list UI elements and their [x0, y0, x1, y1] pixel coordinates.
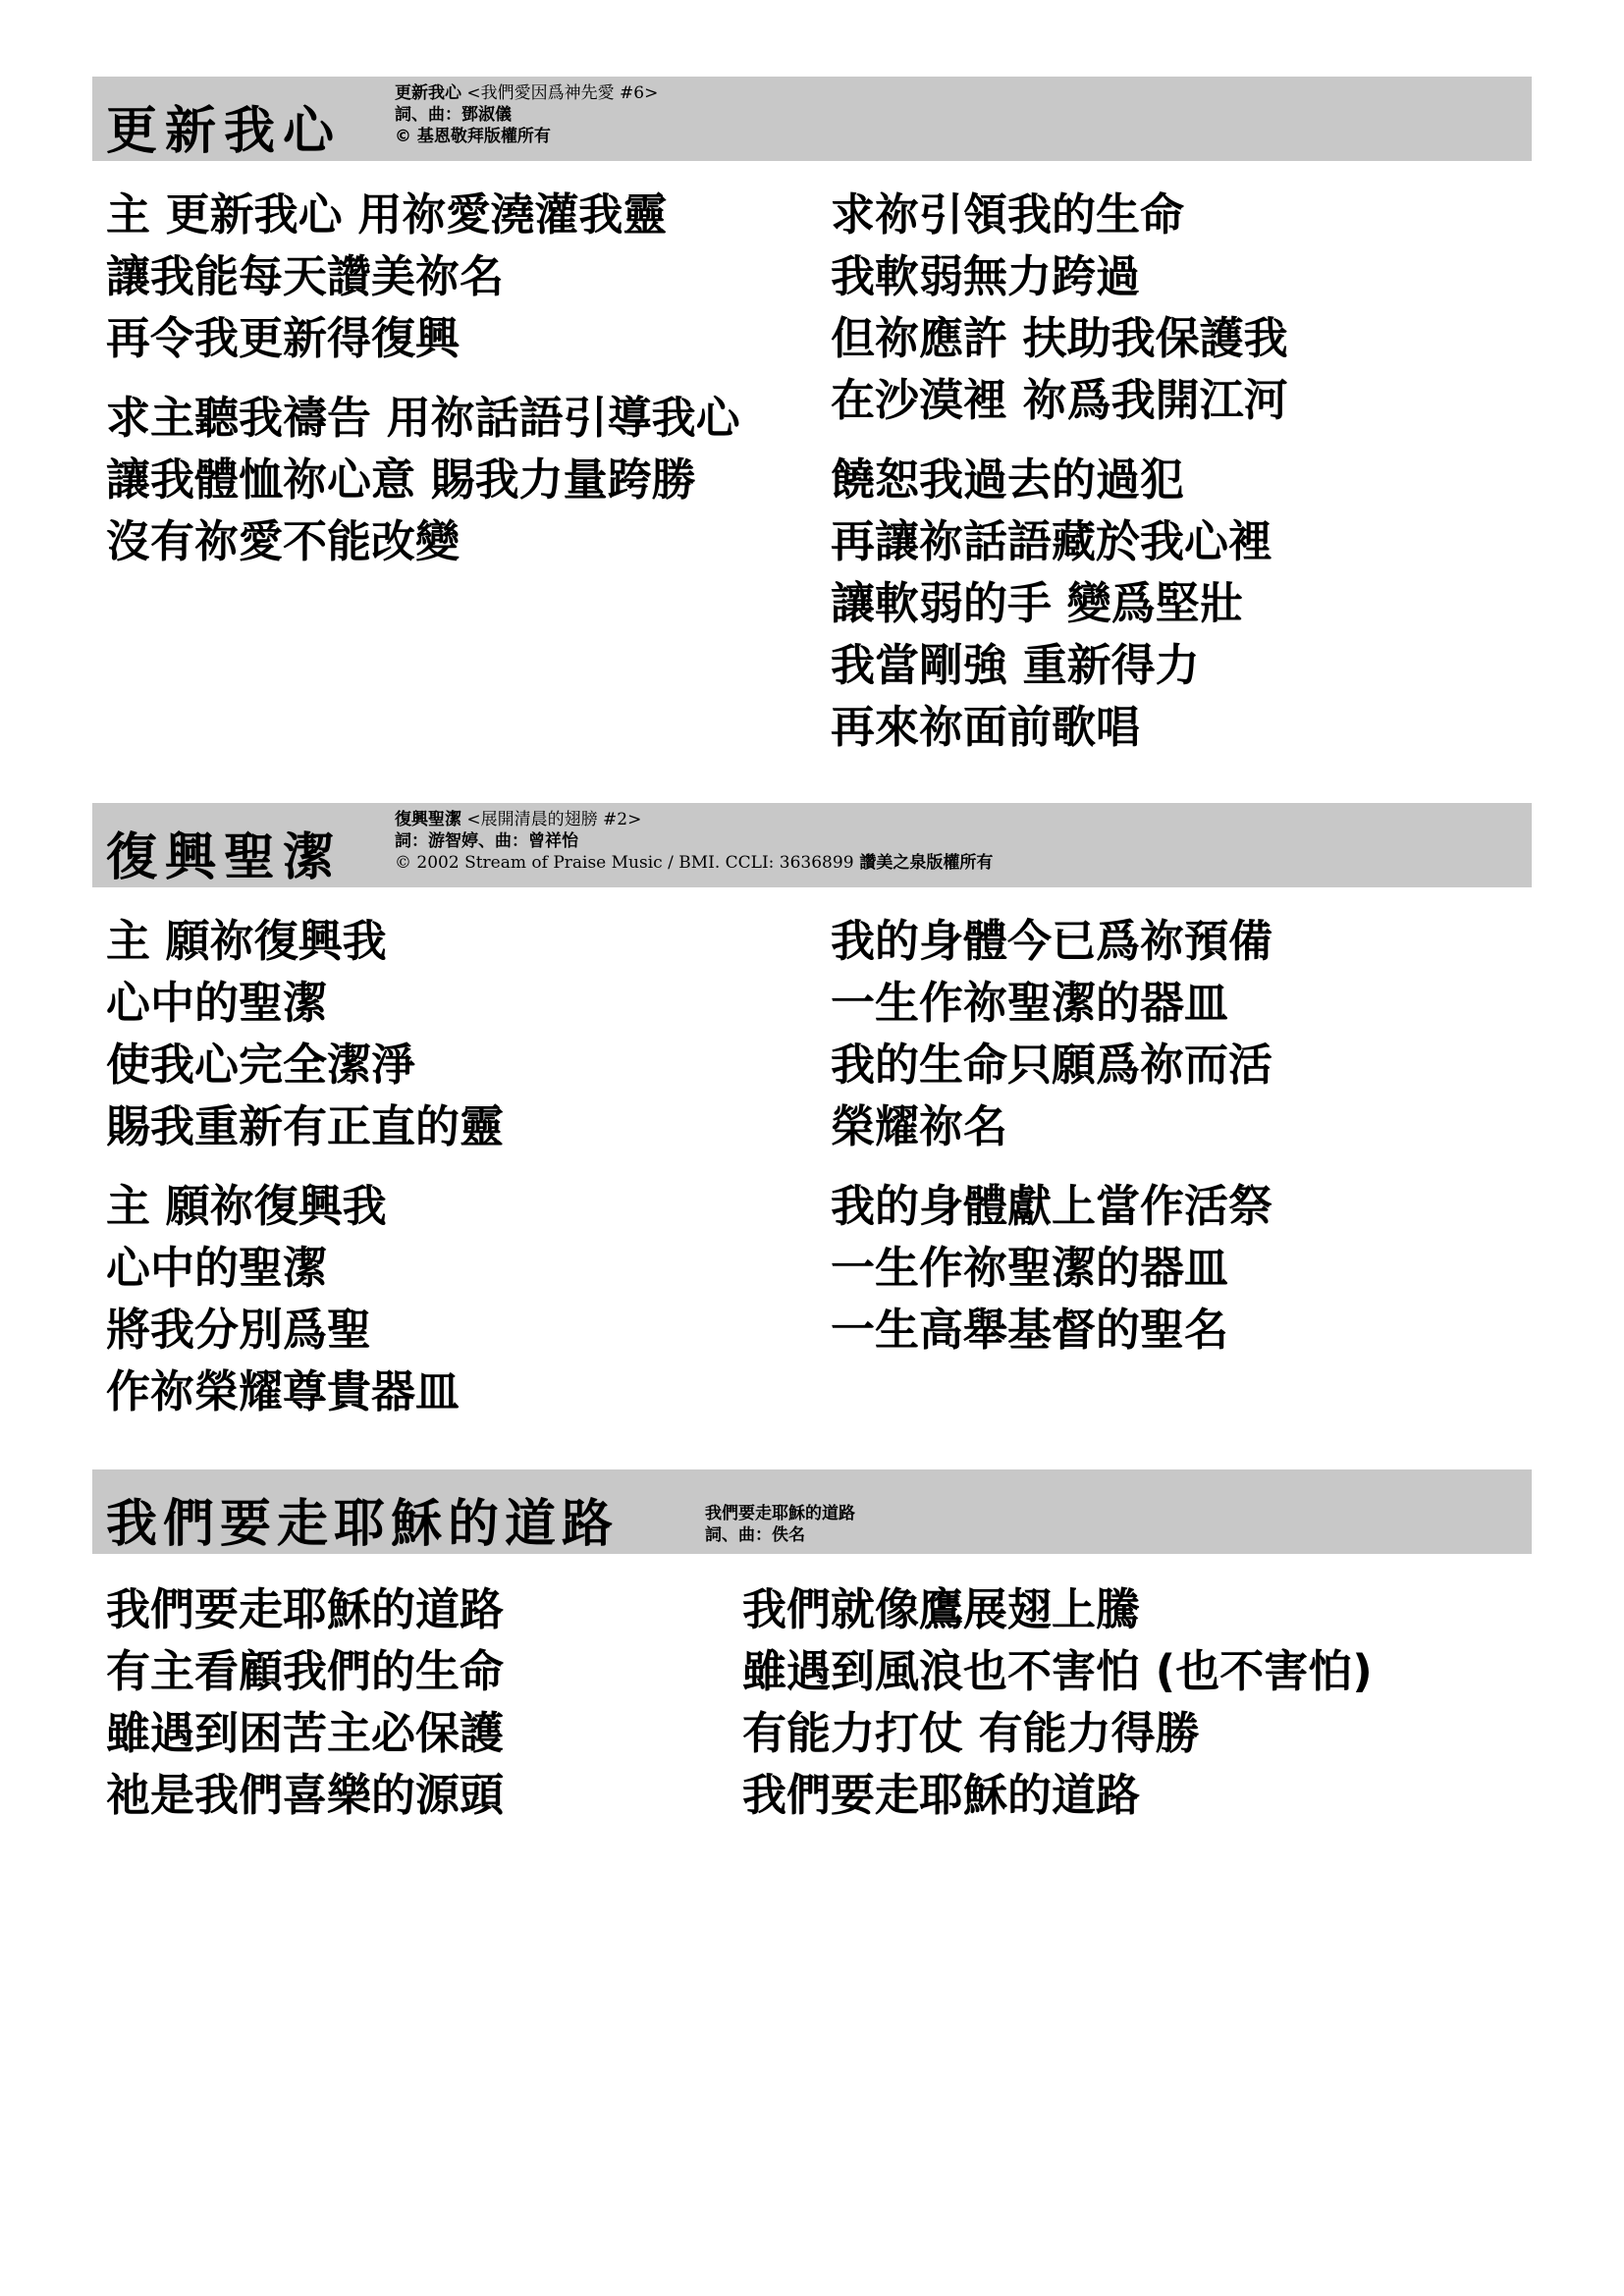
lyric-line: 我當剛強 重新得力 [831, 639, 1200, 691]
meta-publisher: 讚美之泉版權所有 [853, 853, 994, 873]
lyric-line: 饒恕我過去的過犯 [831, 454, 1185, 506]
lyric-line: 沒有祢愛不能改變 [106, 515, 460, 567]
stanza [106, 184, 740, 369]
lyric-line: 我們要走耶穌的道路 [106, 1583, 505, 1635]
lyric-line: 我們就像鷹展翅上騰 [742, 1583, 1141, 1635]
song-meta [395, 82, 658, 147]
stanza [106, 910, 504, 1157]
stanza [831, 910, 1272, 1157]
stanza [831, 449, 1288, 758]
song-title: 我們要走耶穌的道路 [106, 1495, 620, 1554]
lyric-line: 我的生命只願爲祢而活 [831, 1039, 1273, 1091]
lyric-line: 一生高舉基督的聖名 [831, 1304, 1229, 1356]
lyric-line: 心中的聖潔 [106, 977, 328, 1029]
lyric-line: 有主看顧我們的生命 [106, 1645, 505, 1697]
lyrics-right-column [742, 1578, 1373, 1843]
song-meta [705, 1503, 855, 1546]
meta-album-title: 更新我心 [395, 83, 461, 103]
song-header [92, 803, 1532, 887]
lyric-line: 一生作祢聖潔的器皿 [831, 977, 1229, 1029]
lyric-line: 使我心完全潔淨 [106, 1039, 416, 1091]
meta-album: <我們愛因爲神先愛 #6> [461, 83, 659, 103]
lyrics-right-column [831, 184, 1288, 775]
lyric-line: 祂是我們喜樂的源頭 [106, 1769, 505, 1821]
stanza [106, 1578, 504, 1826]
stanza [742, 1578, 1373, 1826]
lyrics-left-column [106, 184, 740, 590]
meta-album: <展開清晨的翅膀 #2> [461, 810, 642, 829]
lyric-line: 再讓祢話語藏於我心裡 [831, 515, 1273, 567]
lyric-line: 讓我體恤祢心意 賜我力量跨勝 [106, 454, 696, 506]
lyric-line: 作祢榮耀尊貴器皿 [106, 1365, 460, 1417]
stanza [831, 1175, 1272, 1361]
lyric-line: 讓軟弱的手 變爲堅壯 [831, 577, 1244, 629]
lyric-line: 雖遇到風浪也不害怕 (也不害怕) [742, 1645, 1373, 1697]
meta-album-title: 我們要走耶穌的道路 [705, 1504, 855, 1523]
meta-credits: 詞、曲：佚名 [705, 1525, 805, 1545]
lyrics-left-column [106, 910, 504, 1440]
lyric-line: 再令我更新得復興 [106, 312, 460, 364]
meta-album-title: 復興聖潔 [395, 810, 461, 829]
song-title: 更新我心 [106, 102, 343, 161]
song-header [92, 77, 1532, 161]
meta-credits: 詞：游智婷、曲：曾祥怡 [395, 831, 578, 851]
lyrics-left-column [106, 1578, 504, 1843]
lyric-line: 主 願祢復興我 [106, 1180, 387, 1232]
lyric-line: 求祢引領我的生命 [831, 188, 1185, 240]
lyric-line: 求主聽我禱告 用祢話語引導我心 [106, 392, 740, 444]
lyric-line: 在沙漠裡 祢爲我開江河 [831, 374, 1288, 426]
meta-credits: 詞、曲：鄧淑儀 [395, 105, 512, 125]
lyric-line: 榮耀祢名 [831, 1100, 1008, 1152]
lyric-line: 心中的聖潔 [106, 1242, 328, 1294]
meta-copyright: © 2002 Stream of Praise Music / BMI. CCLI: 3636899 [395, 853, 854, 873]
lyric-line: 我軟弱無力跨過 [831, 250, 1141, 302]
stanza [831, 184, 1288, 431]
lyric-line: 有能力打仗 有能力得勝 [742, 1707, 1200, 1759]
lyric-line: 主 更新我心 用祢愛澆灌我靈 [106, 188, 668, 240]
lyric-line: 再來祢面前歌唱 [831, 701, 1141, 753]
lyric-line: 賜我重新有正直的靈 [106, 1100, 505, 1152]
lyric-line: 但祢應許 扶助我保護我 [831, 312, 1288, 364]
meta-copyright: © 基恩敬拜版權所有 [395, 127, 551, 146]
song-meta [395, 809, 993, 874]
song-title: 復興聖潔 [106, 828, 343, 887]
lyric-line: 我的身體今已爲祢預備 [831, 915, 1273, 967]
stanza [106, 1175, 504, 1422]
lyrics-right-column [831, 910, 1272, 1378]
lyric-line: 我們要走耶穌的道路 [742, 1769, 1141, 1821]
lyric-line: 讓我能每天讚美祢名 [106, 250, 505, 302]
lyric-line: 一生作祢聖潔的器皿 [831, 1242, 1229, 1294]
stanza [106, 387, 740, 572]
lyric-line: 主 願祢復興我 [106, 915, 387, 967]
lyric-line: 我的身體獻上當作活祭 [831, 1180, 1273, 1232]
lyric-line: 將我分別爲聖 [106, 1304, 372, 1356]
song-header [92, 1469, 1532, 1554]
lyric-line: 雖遇到困苦主必保護 [106, 1707, 505, 1759]
